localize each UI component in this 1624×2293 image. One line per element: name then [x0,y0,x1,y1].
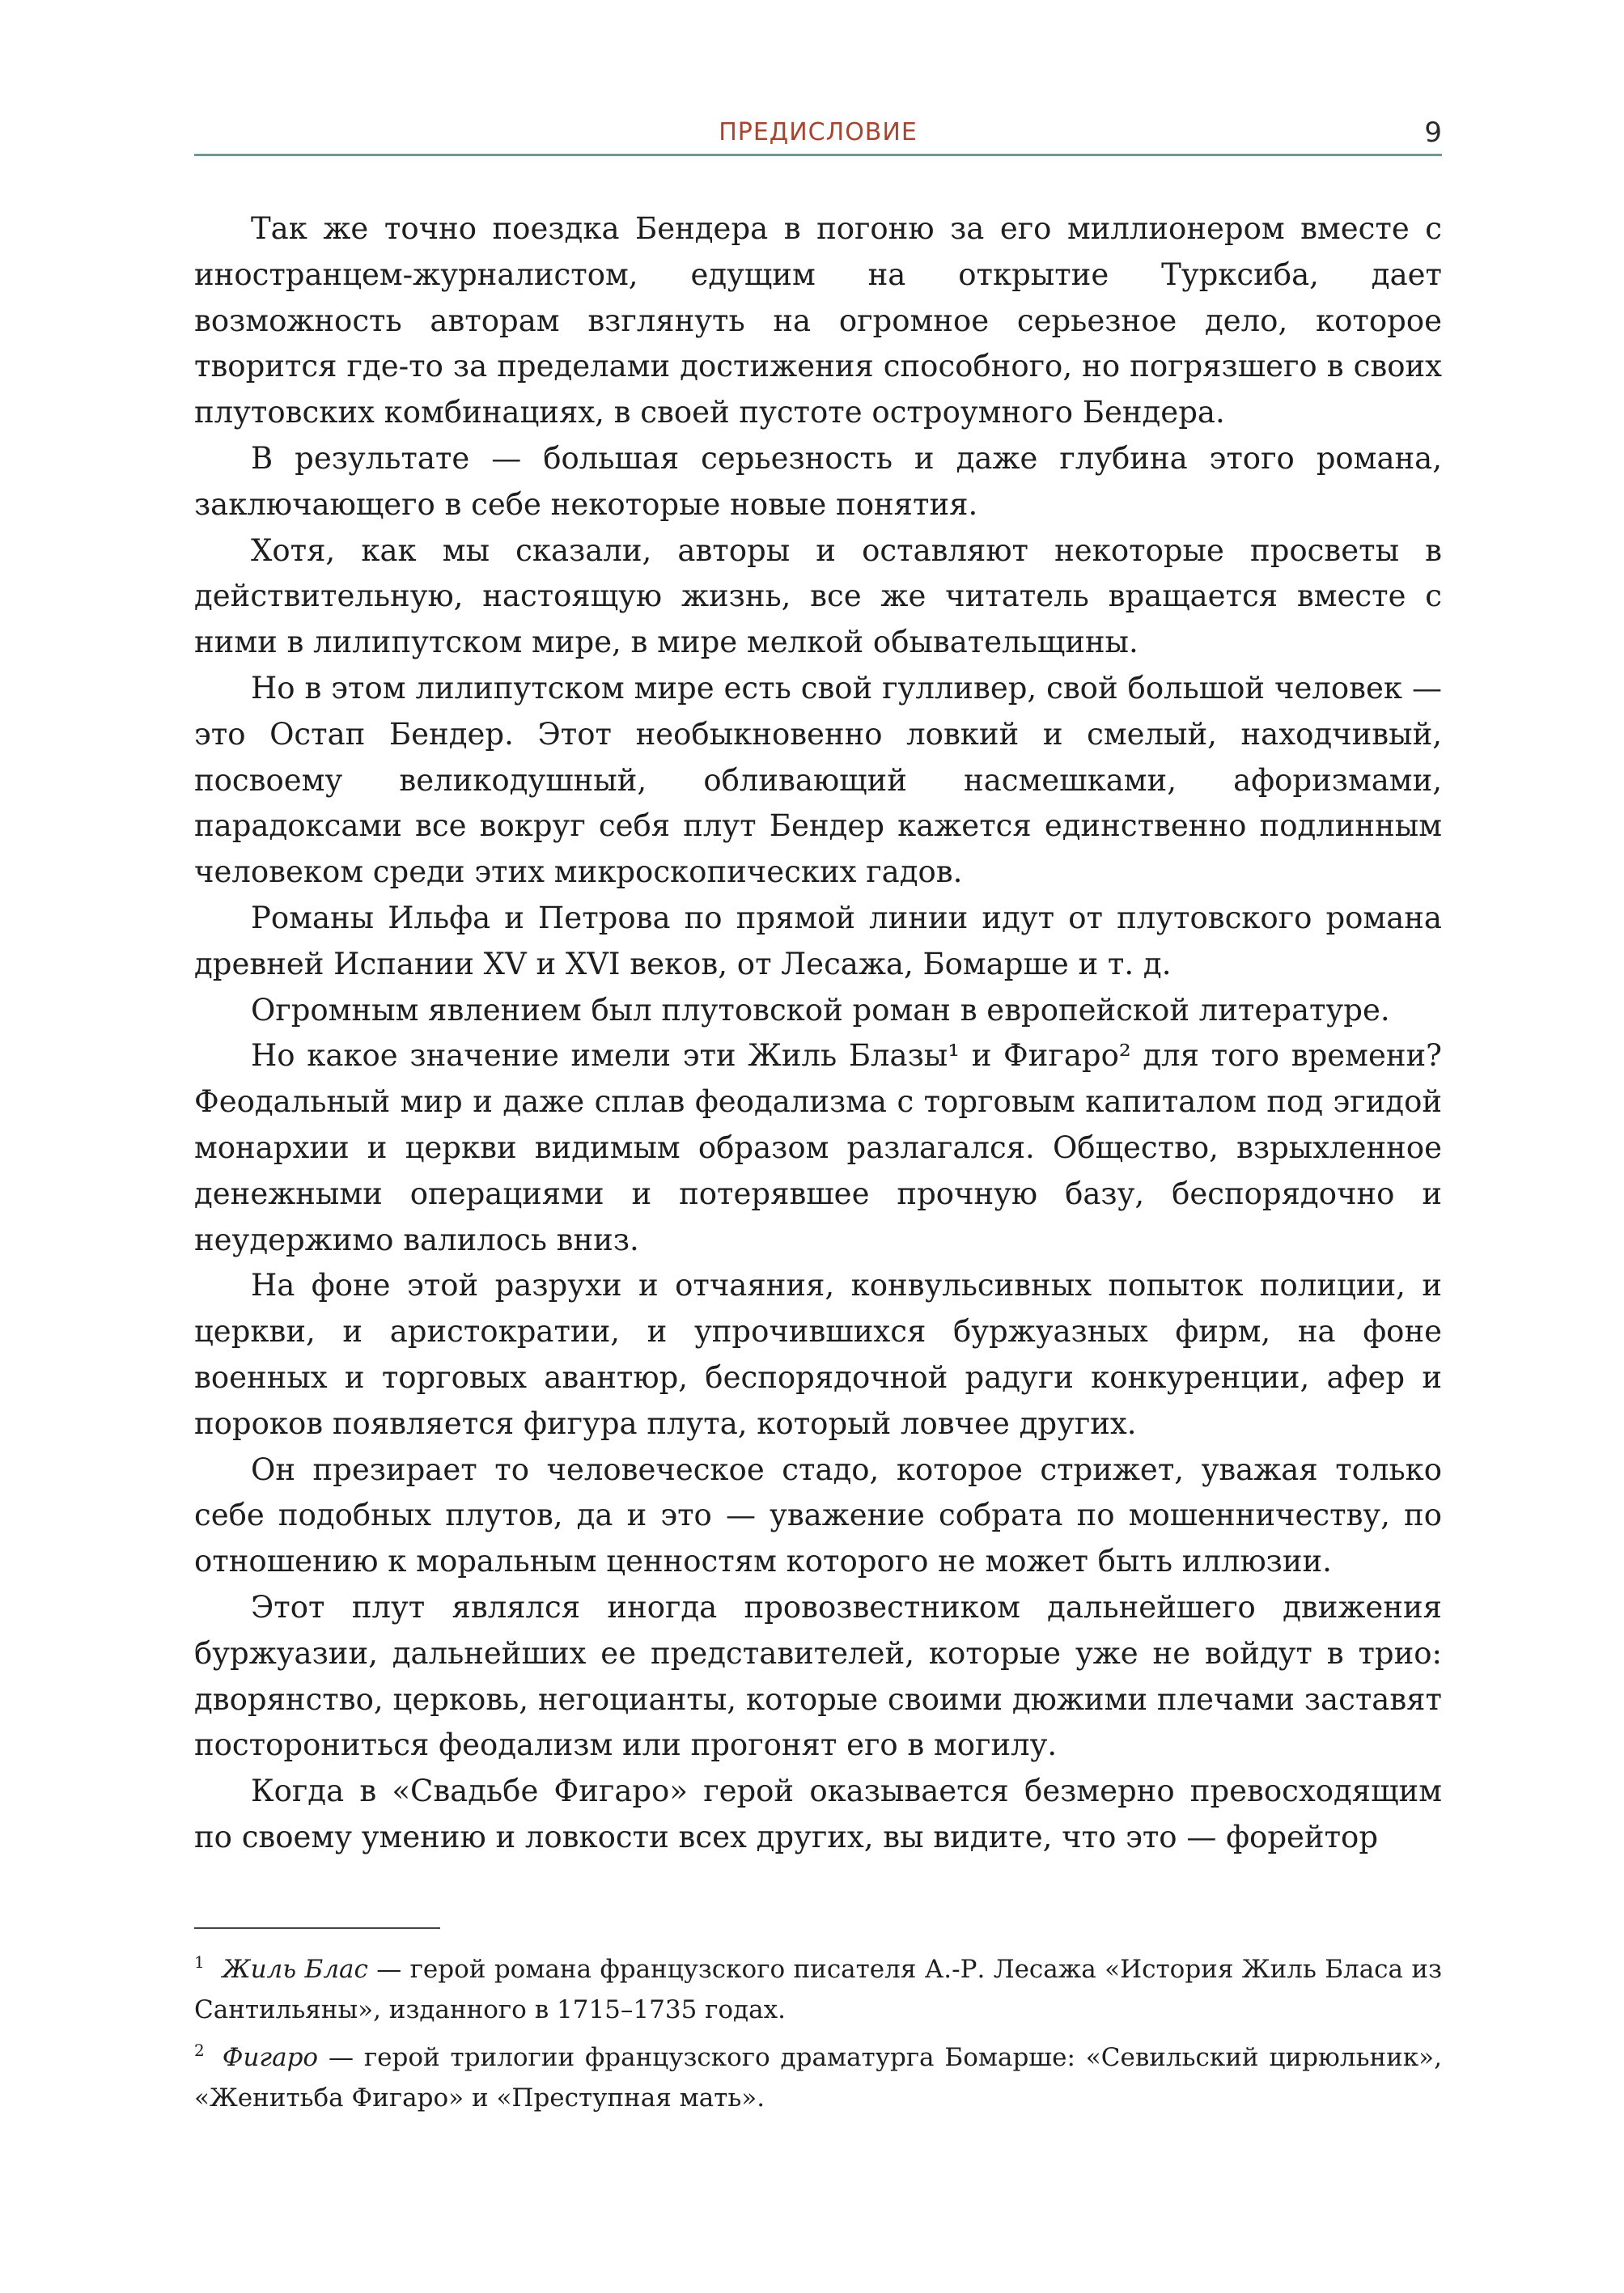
paragraph: Этот плут являлся иногда провозвестником дальнейшего движения буржуазии, дальнейших ее представителей, которые уже не войдут в трио: дворянство, церковь, негоцианты, которые своими дюжими плечами заставят посторониться феодализм или прогонят его в могилу. [194,1589,1442,1763]
paragraph: В результате — большая серьезность и даже глубина этого романа, заключающего в себе некоторые новые понятия. [194,440,1442,522]
paragraph: На фоне этой разрухи и отчаяния, конвульсивных попыток полиции, и церкви, и аристократии, и упрочившихся буржуазных фирм, на фоне военных и торговых авантюр, беспорядочной радуги конкуренции, афер и пороков появляется фигура плута, который ловчее других. [194,1268,1442,1441]
footnote-text: — герой романа французского писателя А.-Р. Лесажа «История Жиль Бласа из Сантильяны», изданного в 1715–1735 годах. [194,1955,1442,2024]
paragraph: Но какое значение имели эти Жиль Блазы¹ и Фигаро² для того времени? Феодальный мир и даже сплав феодализма с торговым капиталом под эгидой монархии и церкви видимым образом разлагался. Общество, взрыхленное денежными операциями и потерявшее прочную базу, беспорядочно и неудержимо валилось вниз. [194,1038,1442,1257]
main-text [194,206,1442,1861]
paragraph: Хотя, как мы сказали, авторы и оставляют некоторые просветы в действительную, настоящую жизнь, все же читатель вращается вместе с ними в лилипутском мире, в мире мелкой обывательщины. [194,532,1442,660]
footnote-term: Фигаро [222,2043,319,2072]
footnote-marker: 1 [194,1952,205,1972]
paragraph: Когда в «Свадьбе Фигаро» герой оказывается безмерно превосходящим по своему умению и ловкости всех других, вы видите, что это — форейтор [194,1774,1442,1854]
footnote-marker: 2 [194,2041,205,2060]
paragraph: Огромным явлением был плутовской роман в европейской литературе. [251,992,1390,1028]
paragraph: Но в этом лилипутском мире есть свой гулливер, свой большой человек — это Остап Бендер. Этот необыкновенно ловкий и смелый, находчивый, посвоему великодушный, обливающий насмешками, афоризмами, парадоксами все вокруг себя плут Бендер кажется единственно подлинным человеком среди этих микроскопических гадов. [194,670,1442,890]
footnote-term: Жиль Блас [222,1955,368,1984]
footnotes [194,1942,1442,2118]
page-number: 9 [1424,117,1442,149]
footnote-rule [194,1927,440,1929]
section-title: ПРЕДИСЛОВИЕ [719,118,918,146]
paragraph: Он презирает то человеческое стадо, которое стрижет, уважая только себе подобных плутов, да и это — уважение собрата по мошенничеству, по отношению к моральным ценностям которого не может быть иллюзии. [194,1452,1442,1579]
paragraph: Романы Ильфа и Петрова по прямой линии идут от плутовского романа древней Испании XV и XVI веков, от Лесажа, Бомарше и т. д. [194,900,1442,981]
footnote-text: — герой трилогии французского драматурга Бомарше: «Севильский цирюльник», «Женитьба Фигаро» и «Преступная мать». [194,2043,1442,2113]
paragraph: Так же точно поездка Бендера в погоню за его миллионером вместе с иностранцем-журналистом, едущим на открытие Турксиба, дает возможность авторам взглянуть на огромное серьезное дело, которое творится где-то за пределами достижения способного, но погрязшего в своих плутовских комбинациях, в своей пустоте остроумного Бендера. [194,211,1442,430]
header-rule [194,154,1442,156]
footnote-2 [194,2030,1442,2118]
footnote-1 [194,1942,1442,2030]
running-header [194,113,1442,159]
